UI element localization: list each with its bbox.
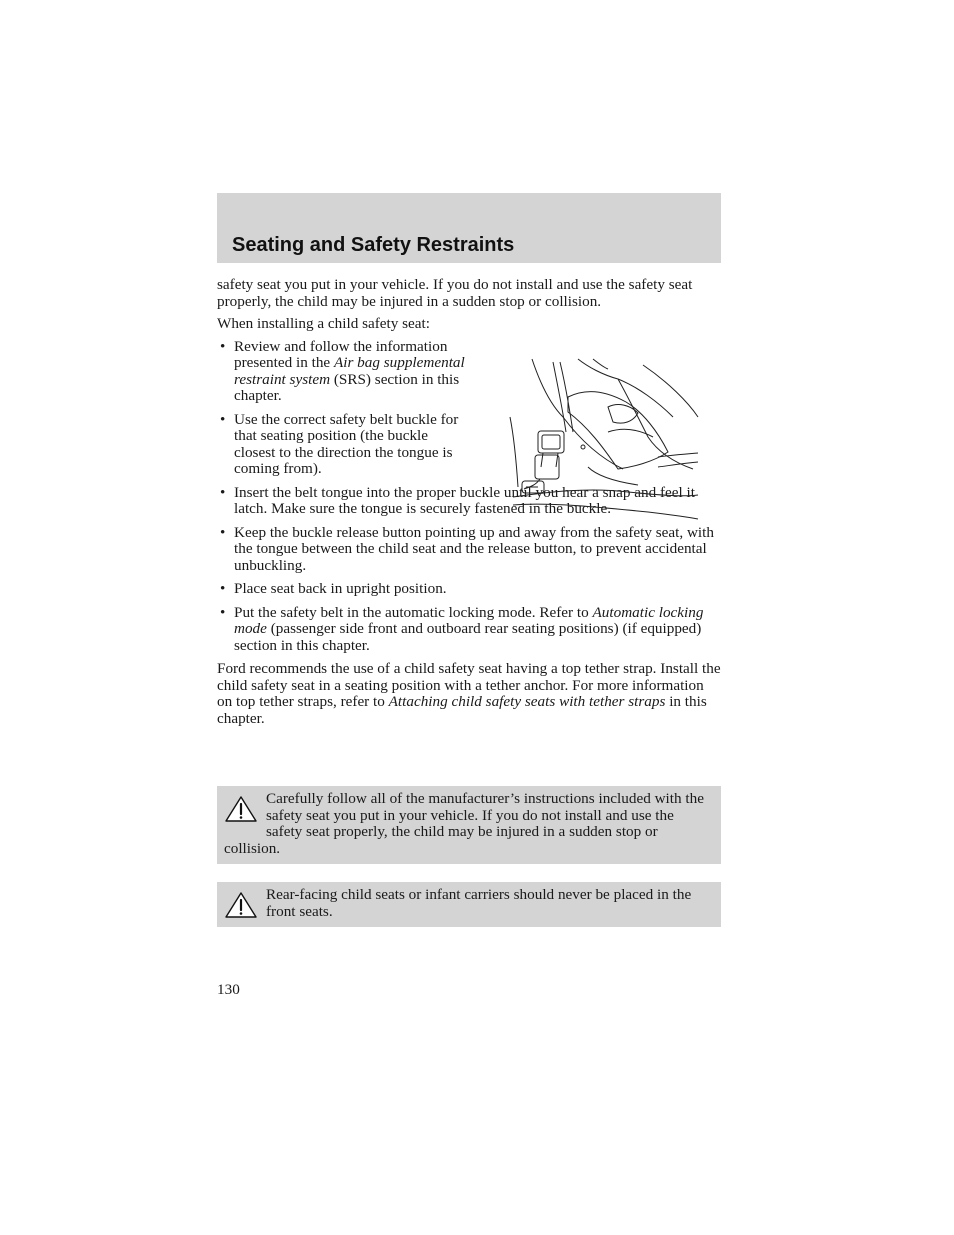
tether-text: Ford recommends the use of a child safety seat having a top tether strap. Install the child safety seat in a seating position with a tether anchor. For more information on top tether straps, refer to xyxy=(217,660,721,710)
warning-triangle-icon xyxy=(224,891,258,919)
list-item-text: Review and follow the information presented in the xyxy=(234,337,448,371)
warning-box xyxy=(217,786,721,864)
section-title: Seating and Safety Restraints xyxy=(232,234,515,256)
list-item xyxy=(217,605,722,655)
warning-box xyxy=(217,882,721,927)
warning-text: Carefully follow all of the manufacturer’s instructions included with the safety seat you put in your vehicle. If you do not install and use the safety seat properly, the child may be injured in a sudden stop or collision. xyxy=(224,790,704,857)
intro-lead: When installing a child safety seat: xyxy=(217,315,430,332)
list-item xyxy=(217,525,722,575)
warning-triangle-icon xyxy=(224,795,258,823)
tether-section-reference: Attaching child safety seats with tether straps xyxy=(388,693,666,710)
warning-text: Rear-facing child seats or infant carriers should never be placed in the front seats. xyxy=(266,886,692,920)
list-item-text: Place seat back in upright position. xyxy=(234,580,447,597)
intro-continuation: safety seat you put in your vehicle. If you do not install and use the safety seat properly, the child may be injured in a sudden stop or collision. xyxy=(217,276,693,310)
section-header xyxy=(217,193,721,263)
list-item xyxy=(217,339,469,405)
list-item xyxy=(217,412,469,478)
tether-paragraph xyxy=(217,661,722,727)
list-item-text: (passenger side front and outboard rear seating positions) (if equipped) section in this chapter. xyxy=(234,620,702,654)
list-item-text: Put the safety belt in the automatic locking mode. Refer to xyxy=(234,603,593,621)
automatic-locking-reference: Automatic locking mode xyxy=(234,603,704,637)
list-item-text: Keep the buckle release button pointing up and away from the safety seat, with the tongue between the child seat and the release button, to prevent accidental unbuckling. xyxy=(234,523,714,574)
tether-text: in this chapter. xyxy=(217,693,707,727)
buckle-illustration xyxy=(508,357,703,523)
list-item xyxy=(217,581,722,598)
list-item-text: • Insert the belt tongue into the proper buckle until you hear a snap and feel it latch. Make sure the tongue is securely fastened in the buckle. xyxy=(234,483,695,517)
list-item-text: Use the correct safety belt buckle for that seating position (the buckle closest to the direction the tongue is coming from). xyxy=(234,410,459,477)
page-number: 130 xyxy=(217,981,240,998)
srs-section-reference: Air bag supplemental restraint system xyxy=(234,354,465,388)
list-item-text: (SRS) section in this chapter. xyxy=(234,370,460,404)
